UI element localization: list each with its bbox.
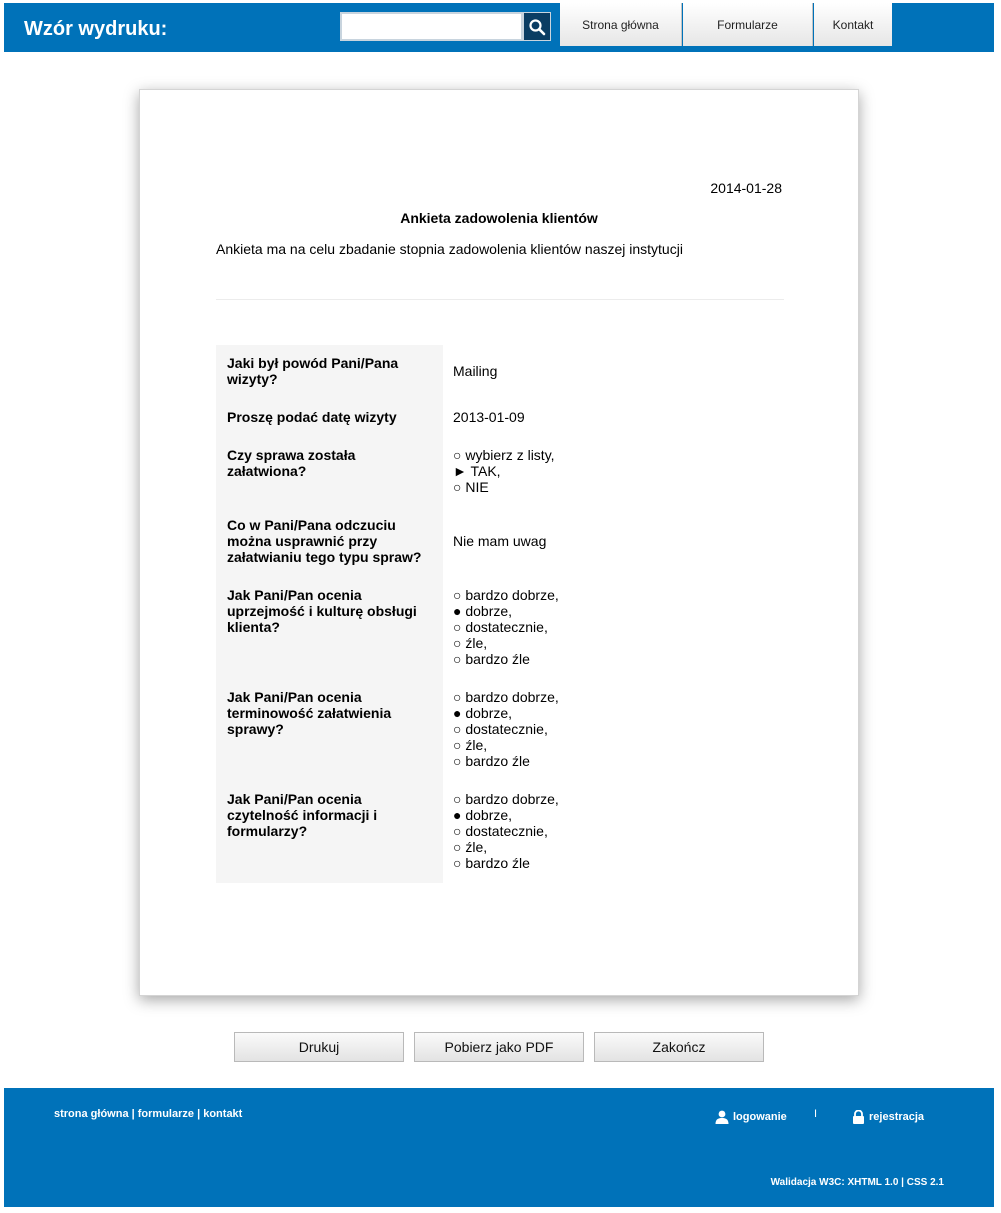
search-box[interactable]: [340, 12, 523, 41]
option-item: ○ bardzo źle: [453, 651, 530, 667]
footer-link-forms[interactable]: formularze: [137, 1108, 195, 1120]
option-item: ○ bardzo dobrze,: [453, 791, 559, 807]
question-label: Jak Pani/Pan ocenia uprzejmość i kulturę obsługi klienta?: [216, 577, 443, 679]
user-icon: [715, 1110, 729, 1124]
answer-value: 2013-01-09: [453, 409, 525, 425]
option-item: ○ wybierz z listy,: [453, 447, 555, 463]
option-item: ○ dostatecznie,: [453, 823, 548, 839]
option-item: ○ bardzo dobrze,: [453, 587, 559, 603]
print-button[interactable]: Drukuj: [234, 1032, 404, 1062]
question-label: Proszę podać datę wizyty: [216, 399, 443, 437]
option-item-selected: ● dobrze,: [453, 603, 513, 619]
register-label: rejestracja: [869, 1111, 925, 1123]
table-row: [216, 781, 784, 883]
search-input[interactable]: [342, 14, 521, 39]
option-item-selected: ● dobrze,: [453, 807, 513, 823]
question-label: Czy sprawa została załatwiona?: [216, 437, 443, 507]
footer-bar: [4, 1088, 994, 1207]
footer-link-contact[interactable]: kontakt: [203, 1108, 243, 1120]
download-pdf-button[interactable]: Pobierz jako PDF: [414, 1032, 584, 1062]
question-label: Jak Pani/Pan ocenia terminowość załatwienia sprawy?: [216, 679, 443, 781]
option-item: ○ bardzo źle: [453, 753, 530, 769]
nav-forms[interactable]: Formularze: [683, 3, 813, 46]
option-item: ○ źle,: [453, 737, 488, 753]
table-row: [216, 507, 784, 577]
table-row: [216, 577, 784, 679]
search-icon: [528, 18, 546, 36]
footer-separator: I: [814, 1108, 818, 1120]
register-link[interactable]: [852, 1110, 924, 1124]
option-item: ○ NIE: [453, 479, 489, 495]
nav-contact[interactable]: Kontakt: [814, 3, 892, 46]
login-label: logowanie: [733, 1111, 787, 1123]
option-item: ○ źle,: [453, 635, 488, 651]
option-item: ○ bardzo dobrze,: [453, 689, 559, 705]
question-label: Jak Pani/Pan ocenia czytelność informacji i formularzy?: [216, 781, 443, 883]
option-item: ○ dostatecznie,: [453, 721, 548, 737]
answer-options: [443, 679, 784, 781]
option-item: ○ źle,: [453, 839, 488, 855]
footer-links: [54, 1108, 242, 1120]
finish-button[interactable]: Zakończ: [594, 1032, 764, 1062]
answer-options: [443, 437, 784, 507]
question-label: Jaki był powód Pani/Pana wizyty?: [216, 345, 443, 399]
option-item-selected: ► TAK,: [453, 463, 501, 479]
option-item: ○ bardzo źle: [453, 855, 530, 871]
print-preview-document: [139, 89, 859, 996]
nav-home[interactable]: Strona główna: [560, 3, 682, 46]
survey-answers-table: [216, 345, 784, 883]
header-bar: [4, 3, 994, 52]
footer-link-separator: |: [128, 1108, 138, 1120]
divider: [216, 299, 784, 300]
option-item: ○ dostatecznie,: [453, 619, 548, 635]
table-row: [216, 345, 784, 399]
answer-value: Mailing: [453, 363, 498, 379]
document-description: Ankieta ma na celu zbadanie stopnia zadowolenia klientów naszej instytucji: [216, 241, 683, 257]
page-title: Wzór wydruku:: [24, 18, 168, 40]
answer-value: Nie mam uwag: [453, 533, 547, 549]
answer-options: [443, 577, 784, 679]
document-title: Ankieta zadowolenia klientów: [400, 210, 598, 226]
option-item-selected: ● dobrze,: [453, 705, 513, 721]
search-button[interactable]: [523, 12, 551, 41]
table-row: [216, 679, 784, 781]
answer-options: [443, 781, 784, 883]
validation-info: Walidacja W3C: XHTML 1.0 | CSS 2.1: [770, 1177, 944, 1188]
footer-link-home[interactable]: strona główna: [54, 1108, 129, 1120]
document-date: 2014-01-28: [710, 180, 782, 196]
table-row: [216, 399, 784, 437]
question-label: Co w Pani/Pana odczuciu można usprawnić przy załatwianiu tego typu spraw?: [216, 507, 443, 577]
login-link[interactable]: [715, 1110, 787, 1124]
footer-link-separator: |: [194, 1108, 204, 1120]
lock-icon: [852, 1110, 865, 1124]
table-row: [216, 437, 784, 507]
